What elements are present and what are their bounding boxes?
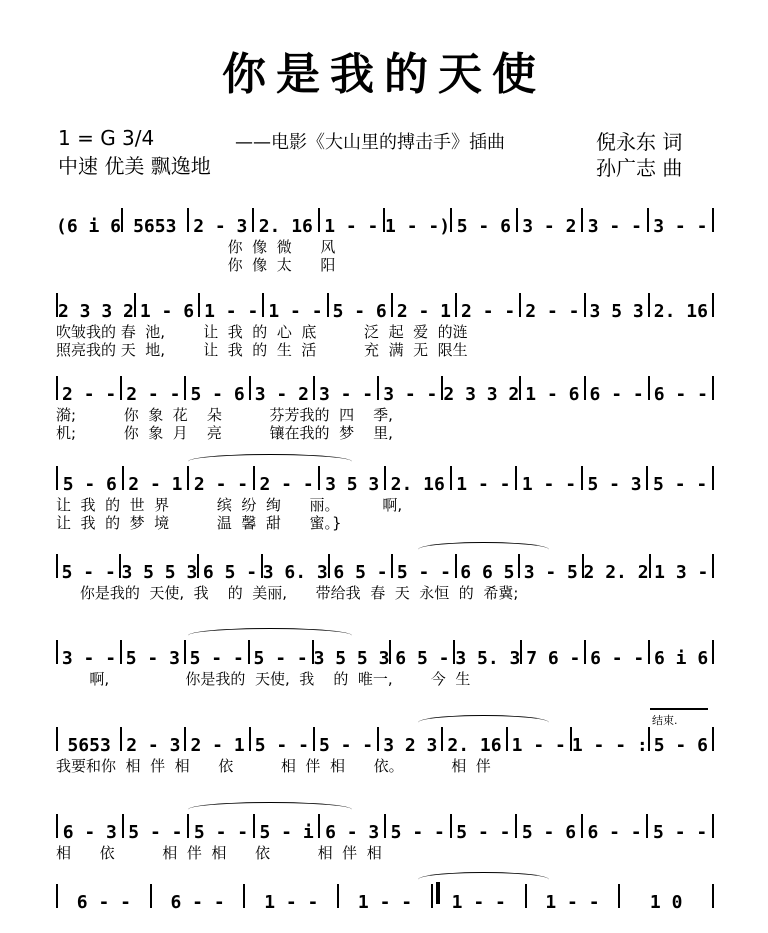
measure: 2 - -: [193, 474, 249, 495]
lyric-line: 照亮我的 天 地, 让 我 的 生 活 充 满 无 限生: [56, 341, 468, 359]
measure: 5653: [67, 735, 111, 756]
measure: 5 - -: [189, 648, 244, 669]
measure: 1 - -: [511, 735, 566, 756]
measure: 5 - -: [254, 735, 309, 756]
measure: 5 - 3: [125, 648, 180, 669]
measure: 3 - 2: [522, 216, 577, 237]
measure: 3 - -: [318, 384, 374, 405]
score-line: [56, 466, 714, 495]
measure: 1 - -: [521, 474, 577, 495]
lyric-line: 你是我的 天使, 我 的 美丽, 带给我 春 天 永恒 的 希冀;: [56, 584, 519, 602]
measure: 1 - 6: [525, 384, 580, 405]
measure: 3 - 5: [523, 562, 578, 583]
score-line: [56, 554, 714, 583]
measure: 6 5 -: [333, 562, 388, 583]
measure: 3 5 5 3: [313, 648, 390, 669]
measure: 2 - -: [62, 384, 117, 405]
measure: 5 - 6: [332, 301, 387, 322]
measure: 2. 16: [447, 735, 502, 756]
measure: 3 5 3: [325, 474, 380, 495]
measure: 1 - -: [268, 301, 323, 322]
measure: 1 - -: [357, 892, 413, 913]
score-line: [56, 640, 714, 669]
measure: 2 - 3: [126, 735, 181, 756]
measure: 5 - -: [61, 562, 116, 583]
measure: 5 - -: [128, 822, 183, 843]
measure: 5 - -: [193, 822, 249, 843]
slur-arc: [188, 628, 353, 643]
measure: (6 i 6: [56, 216, 122, 237]
measure: 6 - -: [653, 384, 708, 405]
score-line: [56, 727, 714, 756]
score-line: [56, 814, 714, 843]
measure: 3 5 5 3: [121, 562, 198, 583]
measure: 3 - 2: [254, 384, 309, 405]
measure: 6 i 6: [653, 648, 709, 669]
measure: 6 - 3: [62, 822, 117, 843]
measure: 6 - -: [587, 822, 642, 843]
measure: 2 - 1: [190, 735, 245, 756]
measure: 7 6 -: [526, 648, 581, 669]
end-marker: 结束.: [652, 714, 678, 727]
bar-line: [712, 727, 714, 751]
composer-credit: 孙广志 曲: [596, 156, 683, 180]
lyric-line: 我要和你 相 伴 相 依 相 伴 相 依。 相 伴: [56, 757, 491, 775]
lyricist-credit: 倪永东 词: [596, 130, 683, 154]
measure: 1 0: [649, 892, 683, 913]
score-line: [56, 376, 714, 405]
measure: 5 - 6: [521, 822, 577, 843]
lyric-line: 让 我 的 梦 境 温 馨 甜 蜜。}: [56, 514, 342, 532]
measure: 1 - -: [264, 892, 319, 913]
measure: 6 - 3: [325, 822, 380, 843]
measure: 2 - 1: [396, 301, 451, 322]
measure: 6 6 5: [460, 562, 515, 583]
measure: 2 - -: [126, 384, 181, 405]
measure: 5 - i: [259, 822, 314, 843]
slur-arc: [188, 454, 353, 469]
measure: 1 - -: [456, 474, 511, 495]
measure: 1 - -: [545, 892, 600, 913]
measure: 1 - -: [204, 301, 259, 322]
lyric-line: 啊, 你是我的 天使, 我 的 唯一, 今 生: [56, 670, 471, 688]
measure: 5 - -: [390, 822, 445, 843]
measure: 3 - -: [61, 648, 117, 669]
measure: 5 - -: [318, 735, 374, 756]
measure: 2 3 3 2: [443, 384, 520, 405]
measure: 5 - -: [253, 648, 308, 669]
bar-line: [712, 376, 714, 400]
measure: 2 - 1: [128, 474, 183, 495]
measure: 2 2. 2: [583, 562, 649, 583]
bar-line: [712, 640, 714, 664]
lyric-line: 让 我 的 世 界 缤 纷 绚 丽。 啊,: [56, 496, 403, 514]
measure: 1 3 -: [654, 562, 709, 583]
measure: 2 - 3: [193, 216, 248, 237]
bar-line: [712, 554, 714, 578]
slur-arc: [188, 802, 353, 817]
measure: 1 - -): [385, 216, 451, 237]
measure: 5 - 6: [190, 384, 245, 405]
final-barline: [436, 882, 440, 904]
measure: 5 - 6: [62, 474, 117, 495]
measure: 5 - -: [653, 822, 708, 843]
measure: 3 2 3: [383, 735, 438, 756]
measure: 5 - 6: [456, 216, 511, 237]
measure: 6 5 -: [202, 562, 258, 583]
measure: 2 - -: [461, 301, 516, 322]
end-bracket: [650, 708, 708, 710]
slur-arc: [418, 715, 550, 730]
measure: 3 - -: [587, 216, 642, 237]
measure: 5 - 3: [587, 474, 642, 495]
lyric-line: 漪; 你 象 花 朵 芬芳我的 四 季,: [56, 406, 393, 424]
key-meter: 1 = G 3/4: [58, 126, 155, 150]
measure: 5 - 6: [653, 735, 708, 756]
slur-arc: [418, 542, 550, 557]
measure: 2. 16: [258, 216, 313, 237]
measure: 2. 16: [653, 301, 708, 322]
bar-line: [712, 208, 714, 232]
lyric-line: 机; 你 象 月 亮 镶在我的 梦 里,: [56, 424, 393, 442]
measure: 5 - -: [653, 474, 708, 495]
measure: 2. 16: [390, 474, 445, 495]
song-title: 你是我的天使: [222, 49, 546, 100]
measure: 5 - -: [456, 822, 511, 843]
measure: 6 - -: [589, 384, 644, 405]
measure: 3 - -: [653, 216, 708, 237]
subtitle: ——电影《大山里的搏击手》插曲: [235, 132, 505, 153]
score-line: [56, 884, 714, 913]
lyric-line: 你 像 微 风: [56, 238, 336, 256]
lyric-line: 吹皱我的 春 池, 让 我 的 心 底 泛 起 爱 的涟: [56, 323, 468, 341]
bar-line: [712, 293, 714, 317]
bar-line: [712, 884, 714, 908]
measure: 3 - -: [383, 384, 438, 405]
measure: 3 5. 3: [455, 648, 521, 669]
bar-line: [712, 814, 714, 838]
measure: 3 6. 3: [262, 562, 328, 583]
bar-line: [712, 466, 714, 490]
measure: 3 5 3: [589, 301, 644, 322]
lyric-line: 相 依 相 伴 相 依 相 伴 相: [56, 844, 382, 862]
measure: 6 - -: [170, 892, 225, 913]
measure: 1 - -: [451, 892, 506, 913]
measure: 6 5 -: [395, 648, 450, 669]
measure: 5 - -: [396, 562, 452, 583]
measure: 6 - -: [590, 648, 645, 669]
measure: 2 - -: [259, 474, 314, 495]
measure: 2 3 3 2: [58, 301, 134, 322]
measure: 1 - - :: [571, 735, 648, 756]
score-line: [56, 293, 714, 322]
score-line: [56, 208, 714, 237]
lyric-line: 你 像 太 阳: [56, 256, 336, 274]
measure: 5653: [133, 216, 177, 237]
measure: 1 - 6: [139, 301, 195, 322]
tempo-marking: 中速 优美 飘逸地: [58, 154, 211, 178]
measure: 2 - -: [525, 301, 580, 322]
measure: 1 - -: [324, 216, 379, 237]
measure: 6 - -: [76, 892, 131, 913]
